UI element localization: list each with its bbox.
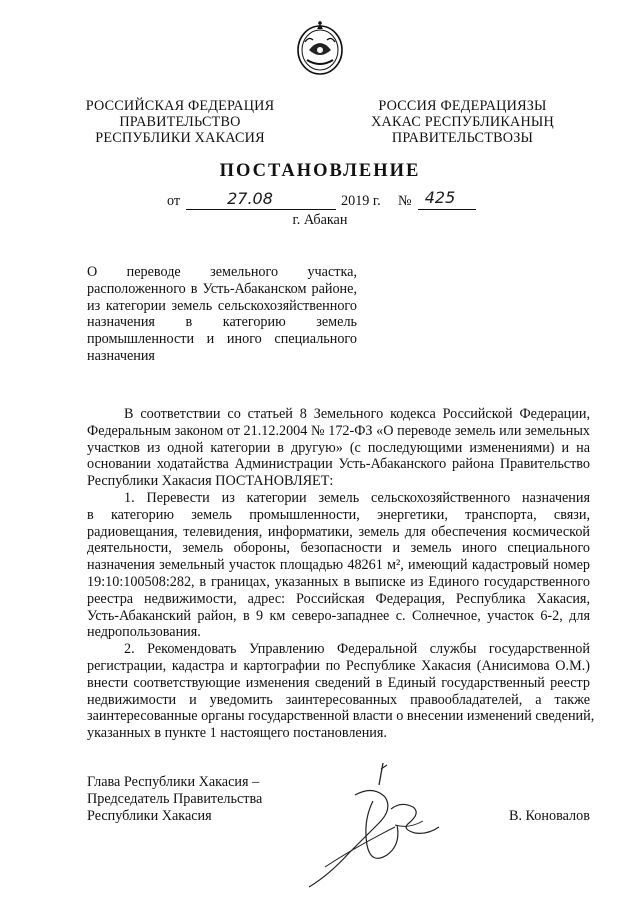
signatory-position-line: Председатель Правительства [87, 790, 263, 807]
paragraph-line: внести соответствующие изменения сведений в Единый государственный реестр [87, 674, 590, 691]
subject-line: промышленности и иного специального [87, 331, 357, 348]
document-subject [87, 264, 357, 365]
subject-line: расположенного в Усть-Абаканском районе, [87, 280, 357, 297]
signatory-position-line: Глава Республики Хакасия – [87, 774, 260, 790]
header-right-line: ПРАВИТЕЛЬСТВОЗЫ [391, 130, 534, 146]
document-body [87, 406, 595, 742]
header-left [70, 98, 290, 146]
number-label: № [398, 193, 412, 209]
subject-line: назначения [87, 347, 155, 364]
number-handwritten: 425 [424, 188, 456, 207]
paragraph-line: деятельности, земель обороны, безопасности и земель иного специального [87, 540, 590, 557]
paragraph-line: Федеральным законом от 21.12.2004 № 172-ФЗ «О переводе земель или земельных [87, 422, 590, 439]
header-left-line: ПРАВИТЕЛЬСТВО [119, 114, 241, 130]
year-label: 2019 г. [341, 193, 381, 209]
paragraph-line: 2. Рекомендовать Управлению Федеральной службы государственной [124, 641, 590, 658]
signatory-name: В. Коновалов [509, 808, 590, 824]
subject-line: О переводе земельного участка, [87, 264, 357, 280]
header-right-line: ХАКАС РЕСПУБЛИКАНЫҢ [371, 114, 554, 130]
paragraph-preamble [87, 406, 590, 490]
signatory-position [87, 774, 262, 824]
paragraph-item-1 [87, 490, 590, 641]
header-left-line: РОССИЙСКАЯ ФЕДЕРАЦИЯ [85, 98, 275, 114]
paragraph-line: Усть-Абаканский район, в 9 км северо-западнее с. Солнечное, участок 6-2, для [87, 607, 590, 624]
paragraph-line: в категорию земель промышленности, энергетики, транспорта, связи, [87, 506, 590, 523]
date-handwritten: 27.08 [227, 189, 273, 208]
paragraph-line: регистрации, кадастра и картографии по Республике Хакасия (Анисимова О.М.) [87, 657, 590, 674]
handwritten-signature-icon [295, 755, 455, 895]
paragraph-line: 19:10:100508:282, в границах, указанных в выписке из Единого государственного [87, 573, 590, 590]
date-line [0, 188, 640, 213]
paragraph-line: радиовещания, телевидения, информатики, земель для обеспечения космической [87, 523, 590, 540]
paragraph-line: Республики Хакасия ПОСТАНОВЛЯЕТ: [87, 473, 334, 490]
paragraph-line: недропользования. [87, 624, 201, 641]
paragraph-line: основании ходатайства Администрации Усть-Абаканского района Правительство [87, 456, 590, 473]
date-from-label: от [167, 193, 181, 209]
paragraph-line: участков из одной категории в другую» (с последующими изменениями) и на [87, 439, 590, 456]
paragraph-line: назначения земельный участок площадью 48261 м², имеющий кадастровый номер [87, 557, 590, 574]
paragraph-line: заинтересованные органы государственной власти о внесении изменений сведений, [87, 708, 595, 725]
paragraph-line: реестра недвижимости, адрес: Российская Федерация, Республика Хакасия, [87, 590, 590, 607]
header-right-line: РОССИЯ ФЕДЕРАЦИЯЗЫ [378, 98, 547, 114]
khakassia-coat-of-arms-icon [295, 20, 345, 76]
signatory-position-line: Республики Хакасия [87, 807, 212, 824]
document-title: ПОСТАНОВЛЕНИЕ [219, 161, 421, 181]
subject-line: из категории земель сельскохозяйственного [87, 297, 357, 314]
header-left-line: РЕСПУБЛИКИ ХАКАСИЯ [95, 130, 265, 146]
paragraph-line: В соответствии со статьей 8 Земельного кодекса Российской Федерации, [124, 406, 590, 422]
city-label: г. Абакан [292, 212, 348, 228]
paragraph-line: 1. Перевести из категории земель сельскохозяйственного назначения [124, 489, 590, 506]
header-right [355, 98, 570, 146]
paragraph-line: недвижимости и уведомить заинтересованных правообладателей, а также [87, 691, 590, 708]
paragraph-item-2 [87, 641, 595, 742]
subject-line: назначения в категорию земель [87, 314, 357, 331]
paragraph-line: указанных в пункте 1 настоящего постановления. [87, 725, 387, 742]
